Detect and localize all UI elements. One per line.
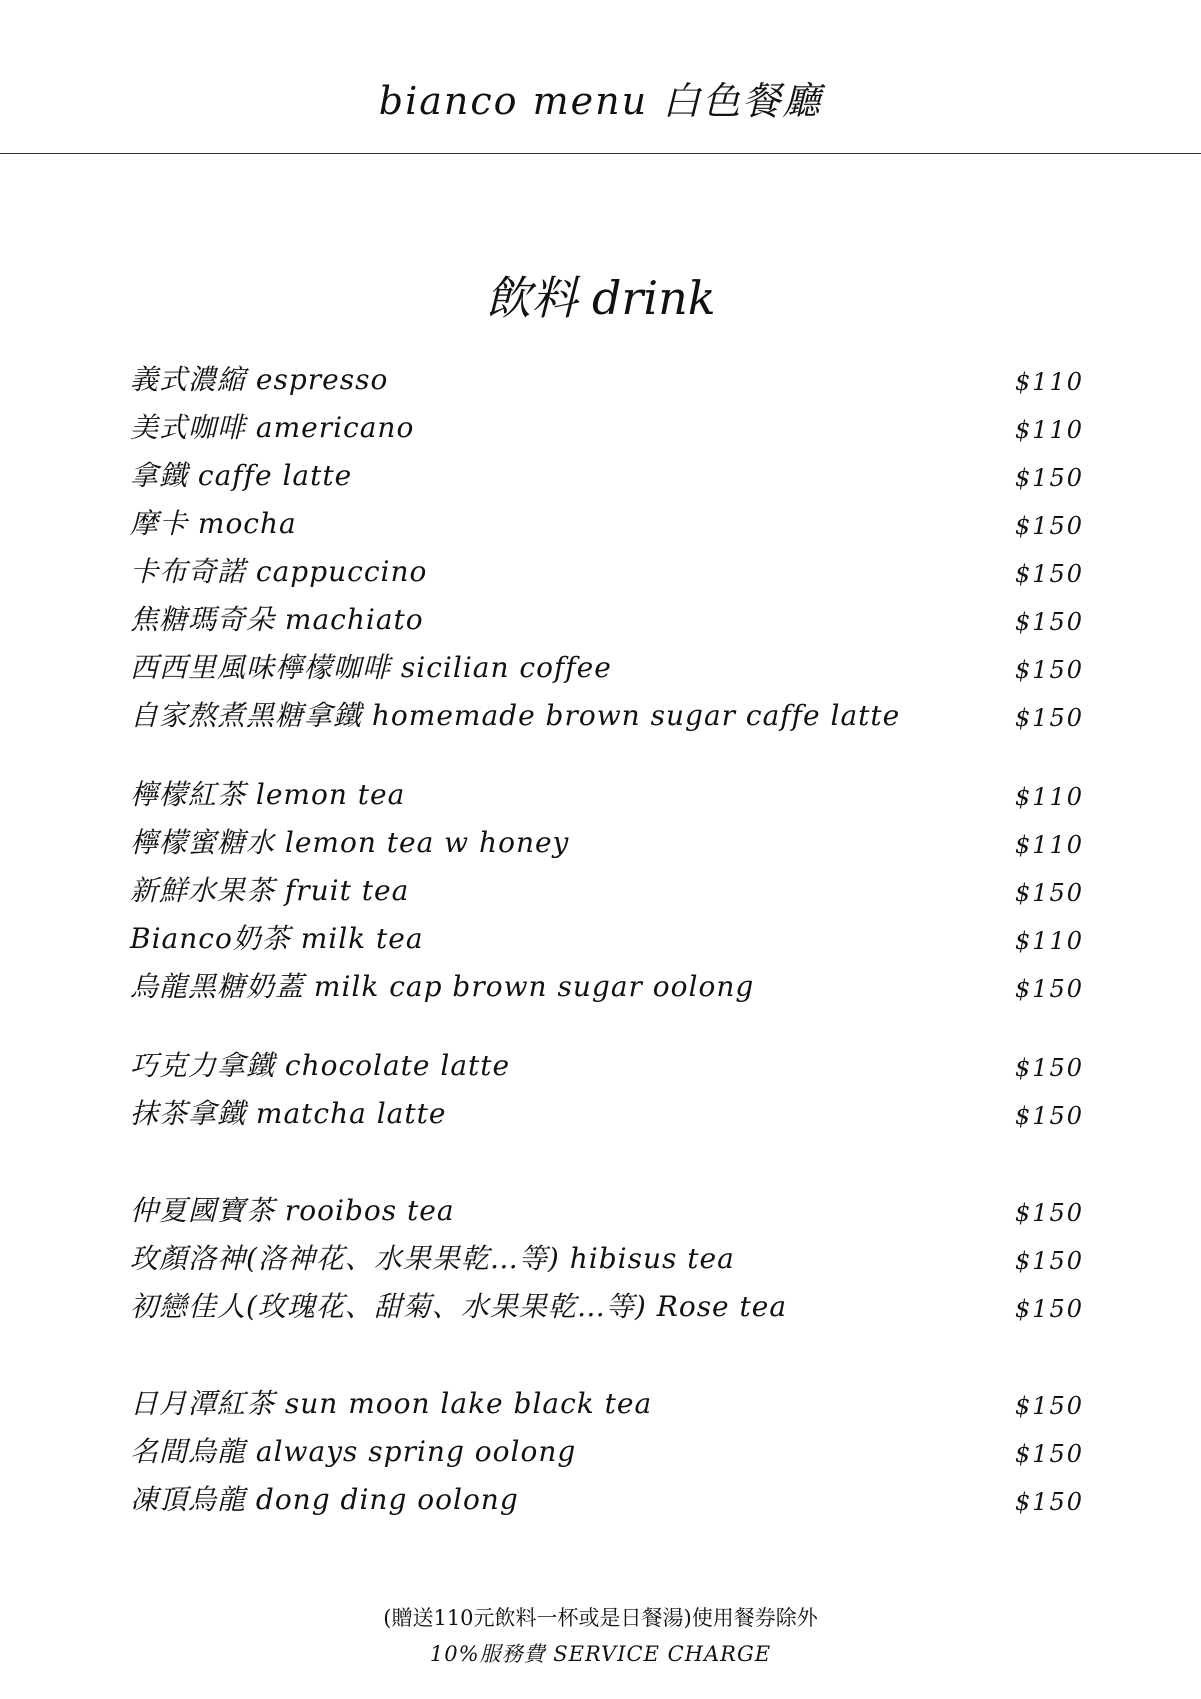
menu-item [130, 356, 1085, 404]
item-price: $150 [1015, 879, 1085, 907]
menu-item [130, 867, 1085, 915]
menu-item [130, 1187, 1085, 1235]
restaurant-title: bianco menu 白色餐廳 [378, 79, 823, 123]
menu-item [130, 1042, 1085, 1090]
item-price: $150 [1015, 1054, 1085, 1082]
item-price: $150 [1015, 1102, 1085, 1130]
menu-item [130, 771, 1085, 819]
item-price: $150 [1015, 1488, 1085, 1516]
menu-item [130, 915, 1085, 963]
menu-item [130, 1283, 1085, 1331]
item-price: $150 [1015, 1247, 1085, 1275]
item-price: $150 [1015, 464, 1085, 492]
menu-item [130, 963, 1085, 1011]
menu-item [130, 596, 1085, 644]
item-name: Bianco奶茶 milk tea [130, 922, 424, 955]
menu-group-taiwan-tea [130, 1380, 1085, 1524]
menu-item [130, 1476, 1085, 1524]
item-name: 卡布奇諾 cappuccino [130, 555, 428, 588]
item-name: 美式咖啡 americano [130, 411, 415, 444]
item-name: 巧克力拿鐵 chocolate latte [130, 1049, 511, 1082]
item-price: $110 [1015, 416, 1085, 444]
item-name: 拿鐵 caffe latte [130, 459, 353, 492]
menu-item [130, 1380, 1085, 1428]
item-name: 初戀佳人(玫瑰花、甜菊、水果果乾…等) Rose tea [130, 1290, 788, 1323]
menu-item [130, 1090, 1085, 1138]
menu-item [130, 819, 1085, 867]
item-name: 仲夏國寶茶 rooibos tea [130, 1194, 455, 1227]
menu-item [130, 1235, 1085, 1283]
menu-item [130, 692, 1085, 740]
menu-item [130, 452, 1085, 500]
item-name: 摩卡 mocha [130, 507, 297, 540]
item-name: 烏龍黑糖奶蓋 milk cap brown sugar oolong [130, 970, 755, 1003]
menu-group-tea [130, 771, 1085, 1011]
menu-item [130, 500, 1085, 548]
item-price: $150 [1015, 1295, 1085, 1323]
item-price: $110 [1015, 783, 1085, 811]
item-name: 凍頂烏龍 dong ding oolong [130, 1483, 519, 1516]
item-name: 新鮮水果茶 fruit tea [130, 874, 410, 907]
menu-group-latte [130, 1042, 1085, 1138]
item-price: $150 [1015, 656, 1085, 684]
item-name: 西西里風味檸檬咖啡 sicilian coffee [130, 651, 612, 684]
service-charge-note: 10%服務費 SERVICE CHARGE [429, 1642, 772, 1666]
item-price: $110 [1015, 368, 1085, 396]
menu-item [130, 404, 1085, 452]
menu-item [130, 1428, 1085, 1476]
item-name: 抹茶拿鐵 matcha latte [130, 1097, 447, 1130]
item-price: $110 [1015, 927, 1085, 955]
menu-item [130, 644, 1085, 692]
item-name: 自家熬煮黑糖拿鐵 homemade brown sugar caffe latte [130, 699, 901, 732]
item-price: $150 [1015, 704, 1085, 732]
section-title: 飲料 drink [485, 271, 716, 325]
footer-note: (贈送110元飲料一杯或是日餐湯)使用餐券除外 [383, 1606, 818, 1630]
item-price: $150 [1015, 1392, 1085, 1420]
item-price: $150 [1015, 975, 1085, 1003]
item-name: 義式濃縮 espresso [130, 363, 389, 396]
item-name: 焦糖瑪奇朵 machiato [130, 603, 424, 636]
menu-item [130, 548, 1085, 596]
item-price: $150 [1015, 608, 1085, 636]
item-price: $150 [1015, 512, 1085, 540]
page-header [0, 0, 1201, 154]
item-name: 檸檬紅茶 lemon tea [130, 778, 406, 811]
item-name: 玫顏洛神(洛神花、水果果乾…等) hibisus tea [130, 1242, 735, 1275]
item-price: $150 [1015, 1440, 1085, 1468]
item-name: 日月潭紅茶 sun moon lake black tea [130, 1387, 653, 1420]
item-price: $150 [1015, 560, 1085, 588]
menu-group-herbal [130, 1187, 1085, 1331]
item-price: $150 [1015, 1199, 1085, 1227]
drink-menu [130, 356, 1085, 1555]
item-price: $110 [1015, 831, 1085, 859]
item-name: 檸檬蜜糖水 lemon tea w honey [130, 826, 570, 859]
item-name: 名間烏龍 always spring oolong [130, 1435, 577, 1468]
menu-group-coffee [130, 356, 1085, 740]
